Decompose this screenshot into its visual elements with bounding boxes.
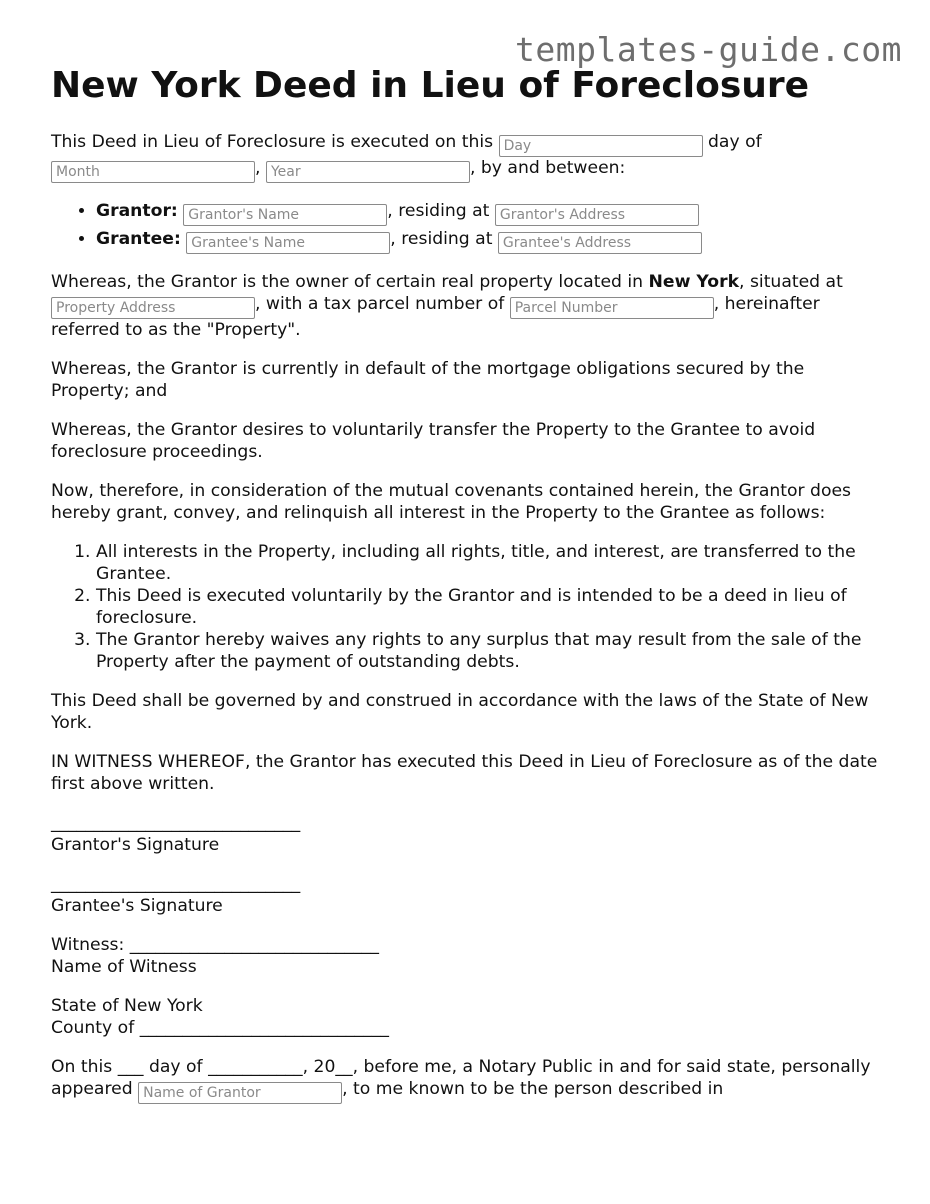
notary-paragraph [51, 1056, 881, 1104]
term-item: 1. All interests in the Property, including all rights, title, and interest, are transferred to the Grantee. [96, 541, 881, 585]
grantee-signature-label: Grantee's Signature [51, 896, 223, 917]
notary-text-1: On this ___ day of ___________, 20__, before me, a Notary Public in and for said state, personally appeared [51, 1057, 871, 1100]
property-text-1: Whereas, the Grantor is the owner of certain real property located in [51, 272, 649, 293]
term-item: 2. This Deed is executed voluntarily by the Grantor and is intended to be a deed in lieu of foreclosure. [96, 585, 881, 629]
grantor-residing-text: , residing at [387, 201, 495, 222]
property-text-2: , situated at [739, 272, 843, 293]
grantor-signature-line: _____________________________ [51, 813, 301, 834]
terms-list [51, 541, 881, 673]
witness-name-label: Name of Witness [51, 957, 197, 978]
notary-text-2: , to me known to be the person described in [342, 1079, 724, 1100]
now-therefore-paragraph: Now, therefore, in consideration of the mutual covenants contained herein, the Grantor does hereby grant, convey, and relinquish all interest in the Property to the Grantee as follows: [51, 481, 851, 524]
property-address-field[interactable] [51, 297, 255, 319]
day-field[interactable] [499, 135, 703, 157]
year-field[interactable] [266, 161, 470, 183]
term-item: 3. The Grantor hereby waives any rights to any surplus that may result from the sale of the Property after the payment of outstanding debts. [96, 629, 881, 673]
governing-law-paragraph: This Deed shall be governed by and construed in accordance with the laws of the State of New York. [51, 691, 869, 734]
intro-paragraph [51, 131, 881, 183]
notary-grantor-name-field[interactable] [138, 1082, 342, 1104]
grantee-signature-line: _____________________________ [51, 874, 301, 895]
witness-block [51, 934, 881, 978]
grantor-item [96, 200, 881, 226]
notary-venue-block [51, 995, 881, 1039]
property-text-4: , hereinafter referred to as the "Property". [51, 294, 820, 341]
property-paragraph [51, 271, 881, 341]
watermark: templates-guide.com [515, 30, 902, 69]
whereas-default-paragraph: Whereas, the Grantor is currently in default of the mortgage obligations secured by the Property; and [51, 359, 805, 402]
notary-county-line: County of _____________________________ [51, 1018, 389, 1039]
parties-list [51, 200, 881, 254]
intro-text-2: day of [702, 132, 762, 153]
witness-signature-line: Witness: _____________________________ [51, 935, 379, 956]
grantee-label: Grantee: [96, 229, 181, 250]
grantor-signature-label: Grantor's Signature [51, 835, 220, 856]
grantee-address-field[interactable] [498, 232, 702, 254]
parcel-number-field[interactable] [510, 297, 714, 319]
grantor-signature-block [51, 812, 881, 856]
grantee-signature-block [51, 873, 881, 917]
notary-state-line: State of New York [51, 996, 203, 1017]
intro-text-1: This Deed in Lieu of Foreclosure is executed on this [51, 132, 499, 153]
property-state: New York [648, 272, 740, 293]
document-title: New York Deed in Lieu of Foreclosure [51, 65, 810, 106]
grantee-residing-text: , residing at [390, 229, 498, 250]
grantor-name-field[interactable] [183, 204, 387, 226]
whereas-transfer-paragraph: Whereas, the Grantor desires to voluntarily transfer the Property to the Grantee to avoid foreclosure proceedings. [51, 420, 816, 463]
document [51, 64, 881, 1121]
grantor-label: Grantor: [96, 201, 178, 222]
property-text-3: , with a tax parcel number of [255, 294, 510, 315]
grantee-name-field[interactable] [186, 232, 390, 254]
intro-text-3: , by and between: [469, 158, 626, 179]
grantor-address-field[interactable] [495, 204, 699, 226]
intro-comma: , [255, 158, 261, 179]
month-field[interactable] [51, 161, 255, 183]
witness-clause-paragraph: IN WITNESS WHEREOF, the Grantor has executed this Deed in Lieu of Foreclosure as of the date first above written. [51, 752, 878, 795]
grantee-item [96, 228, 881, 254]
